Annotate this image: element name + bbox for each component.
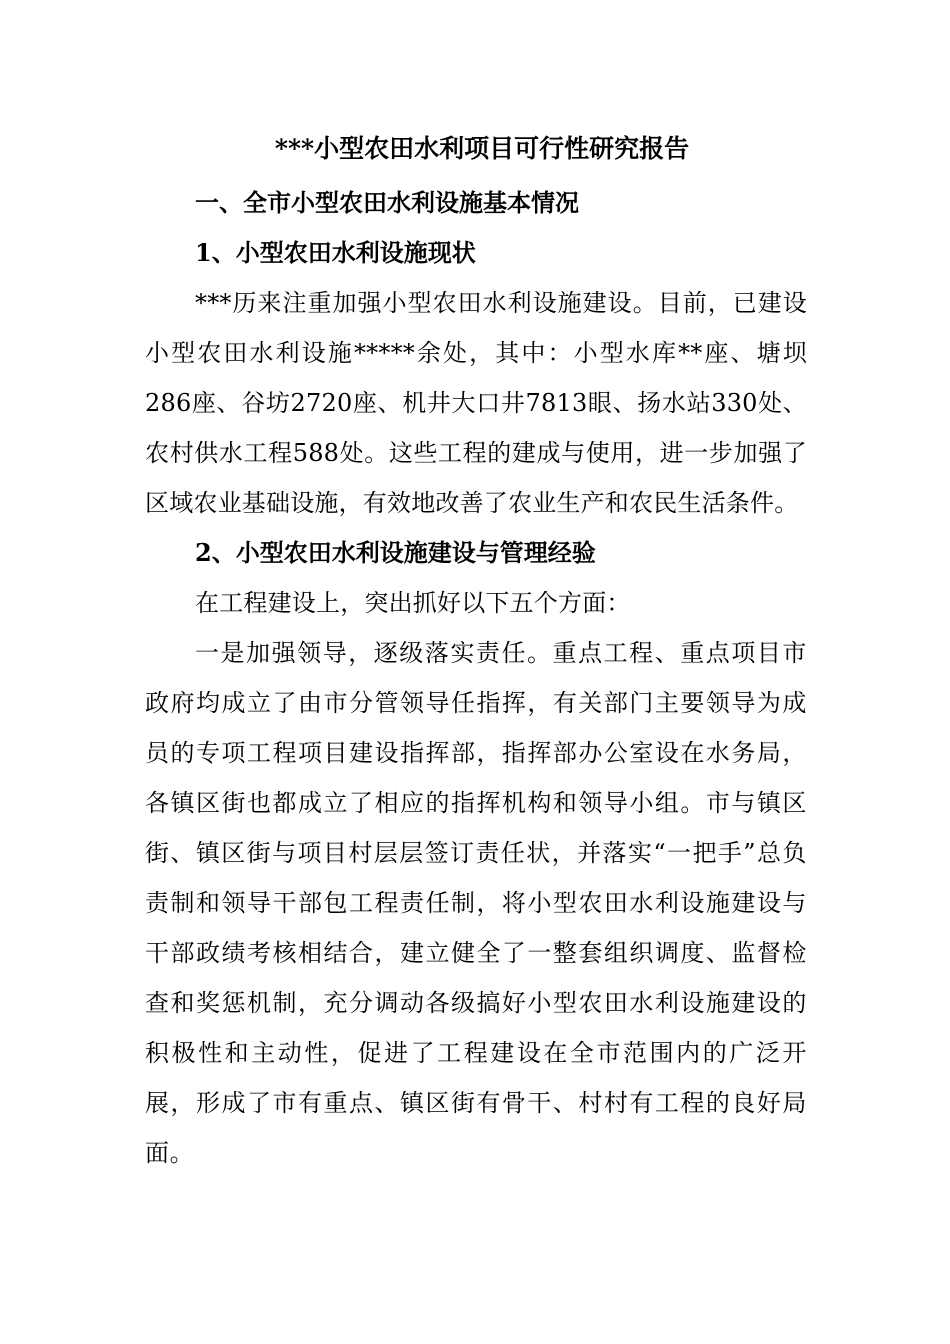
paragraph-leadership: 一是加强领导，逐级落实责任。重点工程、重点项目市政府均成立了由市分管领导任指挥，有关部门主要领导为成员的专项工程项目建设指挥部，指挥部办公室设在水务局，各镇区街也都成立了相应的指挥机构和领导小组。市与镇区街、镇区街与项目村层层签订责任状，并落实“一把手”总负责制和领导干部包工程责任制，将小型农田水利设施建设与干部政绩考核相结合，建立健全了一整套组织调度、监督检查和奖惩机制，充分调动各级搞好小型农田水利设施建设的积极性和主动性，促进了工程建设在全市范围内的广泛开展，形成了市有重点、镇区街有骨干、村村有工程的良好局面。 (145, 639, 807, 1167)
section-heading: 一、全市小型农田水利设施基本情况 (195, 188, 579, 217)
document-body (145, 128, 807, 1178)
subsection-heading-1: 1、小型农田水利设施现状 (195, 238, 476, 267)
paragraph-intro: 在工程建设上，突出抓好以下五个方面： (195, 589, 631, 617)
paragraph-status: ***历来注重加强小型农田水利设施建设。目前，已建设小型农田水利设施*****余处，其中：小型水库**座、塘坝286座、谷坊2720座、机井大口井7813眼、扬水站330处、农村供水工程588处。这些工程的建成与使用，进一步加强了区域农业基础设施，有效地改善了农业生产和农民生活条件。 (145, 289, 807, 517)
subsection-heading-2: 2、小型农田水利设施建设与管理经验 (195, 538, 596, 567)
document-title: ***小型农田水利项目可行性研究报告 (274, 134, 690, 163)
